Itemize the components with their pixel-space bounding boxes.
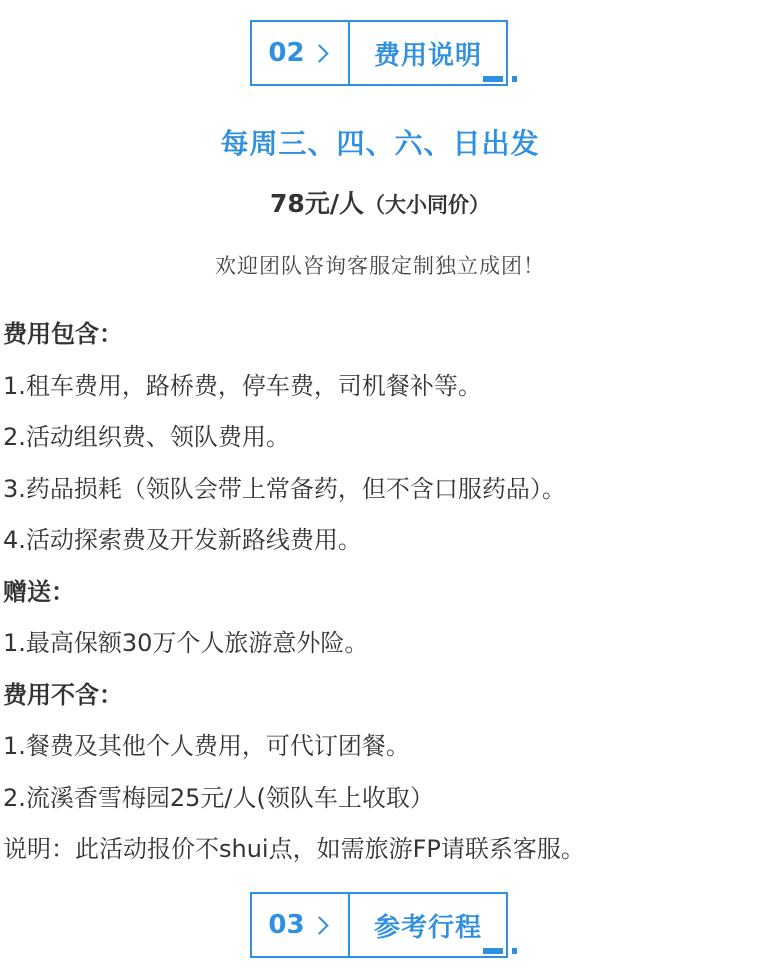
- chevron-right-icon: [310, 44, 328, 62]
- fee-line: 4.活动探索费及开发新路线费用。: [3, 526, 362, 554]
- accent-bar-decoration: [483, 76, 503, 82]
- fee-included-heading: 费用包含：: [3, 320, 123, 348]
- section-title-box: [350, 894, 506, 956]
- gift-line: 1.最高保额30万个人旅游意外险。: [3, 629, 369, 657]
- accent-bar-decoration: [483, 948, 503, 954]
- departure-days: 每周三、四、六、日出发: [220, 127, 540, 160]
- section-header-itinerary: [250, 892, 508, 958]
- fee-line: 1.租车费用，路桥费，停车费，司机餐补等。: [3, 371, 482, 400]
- fee-excluded-heading: 费用不含：: [3, 680, 123, 709]
- section-number: 02: [268, 38, 305, 68]
- section-number: 03: [268, 910, 305, 940]
- accent-dot-decoration: [512, 76, 517, 82]
- price-line: [0, 184, 760, 220]
- gift-heading: 赠送：: [3, 577, 75, 606]
- accent-dot-decoration: [512, 948, 517, 954]
- fee-line: 2.活动组织费、领队费用。: [3, 423, 290, 451]
- section-number-box: [252, 22, 350, 84]
- fee-remark: 说明：此活动报价不shui点，如需旅游FP请联系客服。: [3, 835, 585, 863]
- section-number-box: [252, 894, 350, 956]
- section-header-fee: [250, 20, 508, 86]
- fee-excluded-line: 2.流溪香雪梅园25元/人(领队车上收取）: [3, 783, 434, 812]
- section-title: 参考行程: [373, 912, 482, 943]
- fee-excluded-line: 1.餐费及其他个人费用，可代订团餐。: [3, 732, 410, 760]
- custom-group-note: 欢迎团队咨询客服定制独立成团！: [215, 254, 545, 278]
- price-note: （大小同价）: [363, 193, 490, 217]
- section-title: 费用说明: [373, 40, 482, 71]
- section-title-box: [350, 22, 506, 84]
- price-amount: 78元/人: [270, 189, 364, 218]
- fee-line: 3.药品损耗（领队会带上常备药，但不含口服药品）。: [3, 474, 566, 503]
- fee-details: [3, 314, 755, 881]
- chevron-right-icon: [310, 916, 328, 934]
